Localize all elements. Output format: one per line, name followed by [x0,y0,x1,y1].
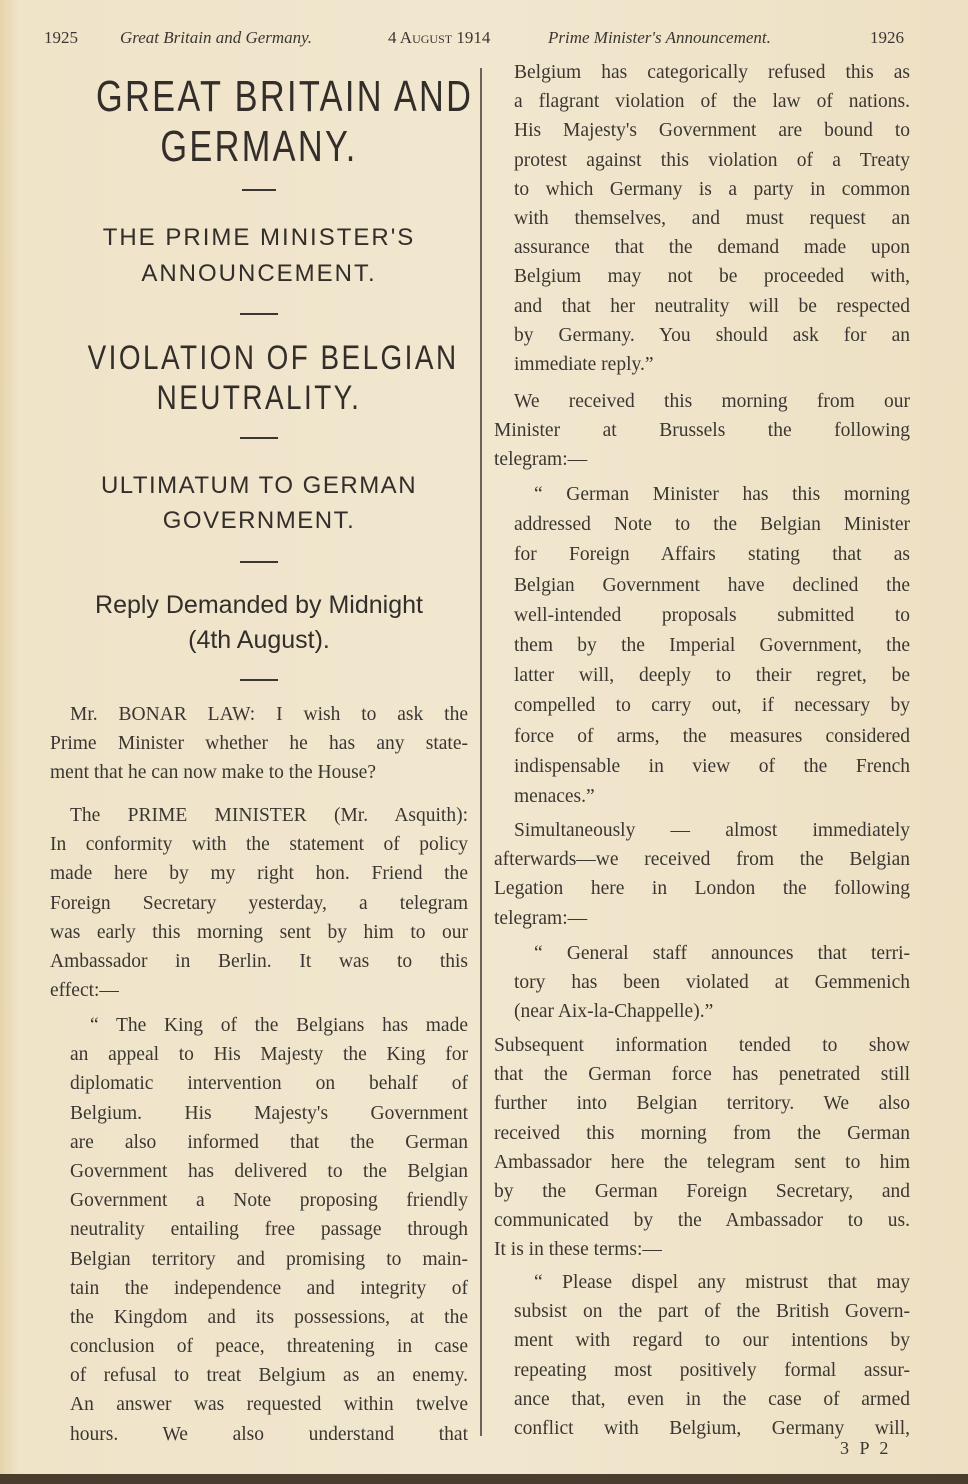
text-line: tory has been violated at Gemmenich [514,972,910,994]
text-line: Belgium has categorically refused this as [514,62,910,83]
text-line: by Germany. You should ask for an [514,324,910,346]
text-line: further into Belgian territory. We also [494,1093,910,1115]
text-line: Legation here in London the following [494,878,910,900]
quote-telegram-berlin [70,1011,468,1449]
text-line: was early this morning sent by him to our [50,921,468,943]
text-line: Mr. BONAR LAW: I wish to ask the [70,704,468,725]
text-line: “ German Minister has this morning [534,484,910,505]
session-date: 4 August 1914 [388,28,491,47]
text-line: an appeal to His Majesty the King for [70,1044,468,1066]
subtitle-line: ANNOUNCEMENT. [141,260,377,287]
paragraph-subsequent-information [494,1031,910,1265]
text-line: An answer was requested within twelve [70,1394,468,1416]
right-page-number: 1926 [870,28,904,47]
text-line: by the German Foreign Secretary, and [494,1180,910,1202]
separator-rule [240,313,278,315]
text-line: Simultaneously — almost immediately [514,820,910,841]
section-heading-line: VIOLATION OF BELGIAN [87,339,459,377]
quote-german-minister [514,480,910,812]
text-line: menaces.” [514,785,595,807]
text-line: assurance that the demand made upon [514,237,910,259]
text-line: a flagrant violation of the law of nations. [514,91,910,113]
text-line: immediate reply.” [514,353,654,375]
text-line: “ General staff announces that terri- [534,943,910,964]
text-line: Subsequent information tended to show [494,1035,910,1056]
separator-rule [240,437,278,439]
text-line: Minister at Brussels the following [494,420,910,442]
reply-heading-line: Reply Demanded by Midnight [95,591,423,619]
right-running-title [548,28,771,48]
text-line: Belgian territory and promising to main- [70,1248,468,1270]
subsection-heading [50,468,468,538]
text-line: conflict with Belgium, Germany will, [514,1417,910,1439]
text-line: neutrality entailing free passage through [70,1219,468,1241]
text-line: diplomatic intervention on behalf of [70,1073,468,1095]
text-line: that the German force has penetrated still [494,1064,910,1086]
text-line: Belgian Government have declined the [514,574,910,596]
quote-general-staff [514,939,910,1027]
text-line: Prime Minister whether he has any state- [50,733,468,755]
text-line: for Foreign Affairs stating that as [514,544,910,566]
separator-rule [240,561,278,563]
paragraph-brussels [494,387,910,475]
text-line: ance that, even in the case of armed [514,1388,910,1410]
text-line: Government a Note proposing friendly [70,1190,468,1212]
section-heading [87,338,459,418]
text-line: Belgium. His Majesty's Government [70,1102,468,1124]
text-line: well-intended proposals submitted to [514,604,910,626]
left-running-title [120,28,312,48]
text-line: Ambassador in Berlin. It was to this [50,950,468,972]
subsection-heading-line: GOVERNMENT. [162,507,356,534]
reply-heading-line: (4th August). [188,626,330,654]
text-line: repeating most positively formal assur- [514,1359,910,1381]
subtitle-line: THE PRIME MINISTER'S [102,224,416,251]
separator-rule [240,679,278,681]
text-line: effect:— [50,980,119,1002]
signature-mark: 3 P 2 [840,1438,892,1458]
text-line: (near Aix-la-Chappelle).” [514,1001,714,1023]
text-line: to which Germany is a party in common [514,178,910,200]
text-line: ment that he can now make to the House? [50,762,376,784]
text-line: We received this morning from our [514,391,910,412]
text-line: His Majesty's Government are bound to [514,120,910,142]
main-title [95,72,474,172]
text-line: hours. We also understand that [70,1423,468,1445]
text-line: them by the Imperial Government, the [514,634,910,656]
text-line: afterwards—we received from the Belgian [494,849,910,871]
paragraph-bonar-law [50,700,468,788]
text-line: The PRIME MINISTER (Mr. Asquith): [70,805,468,826]
subtitle [50,220,468,292]
text-line: and that her neutrality will be respected [514,295,910,317]
text-line: It is in these terms:— [494,1239,662,1261]
text-line: the Kingdom and its possessions, at the [70,1306,468,1328]
text-line: are also informed that the German [70,1131,468,1153]
text-line: Government has delivered to the Belgian [70,1160,468,1182]
text-line: subsist on the part of the British Govern- [514,1301,910,1323]
text-line: Belgium may not be proceeded with, [514,266,910,288]
text-line: protest against this violation of a Treaty [514,149,910,171]
reply-heading [50,588,468,658]
column-divider [480,68,482,1436]
text-line: Foreign Secretary yesterday, a telegram [50,892,468,914]
text-line: with themselves, and must request an [514,207,910,229]
text-line: force of arms, the measures considered [514,725,910,747]
text-line: addressed Note to the Belgian Minister [514,514,910,536]
text-line: conclusion of peace, threatening in case [70,1336,468,1358]
text-line: “ The King of the Belgians has made [90,1015,468,1036]
text-line: communicated by the Ambassador to us. [494,1210,910,1232]
left-running-title-text: Great Britain and Germany. [120,28,313,47]
title-line: GERMANY. [160,122,358,171]
text-line: telegram:— [494,907,588,929]
paragraph-prime-minister [50,801,468,1005]
scan-edge [0,1474,968,1484]
separator-rule [242,189,276,191]
text-line: telegram:— [494,449,588,471]
title-line: GREAT BRITAIN AND [95,72,474,121]
text-line: compelled to carry out, if necessary by [514,695,910,717]
text-line: latter will, deeply to their regret, be [514,665,910,687]
left-page-number: 1925 [44,28,78,47]
text-line: of refusal to treat Belgium as an enemy. [70,1365,468,1387]
quote-telegram-berlin-continued [514,58,910,379]
section-heading-line: NEUTRALITY. [156,379,362,417]
right-running-title-text: Prime Minister's Announcement. [548,28,771,47]
quote-german-ambassador [514,1268,910,1443]
text-line: In conformity with the statement of policy [50,834,468,856]
paragraph-belgian-legation [494,816,910,933]
text-line: Ambassador here the telegram sent to him [494,1151,910,1173]
text-line: tain the independence and integrity of [70,1277,468,1299]
subsection-heading-line: ULTIMATUM TO GERMAN [100,472,418,499]
text-line: ment with regard to our intentions by [514,1330,910,1352]
text-line: indispensable in view of the French [514,755,910,777]
text-line: made here by my right hon. Friend the [50,863,468,885]
text-line: received this morning from the German [494,1122,910,1144]
text-line: “ Please dispel any mistrust that may [534,1272,910,1293]
